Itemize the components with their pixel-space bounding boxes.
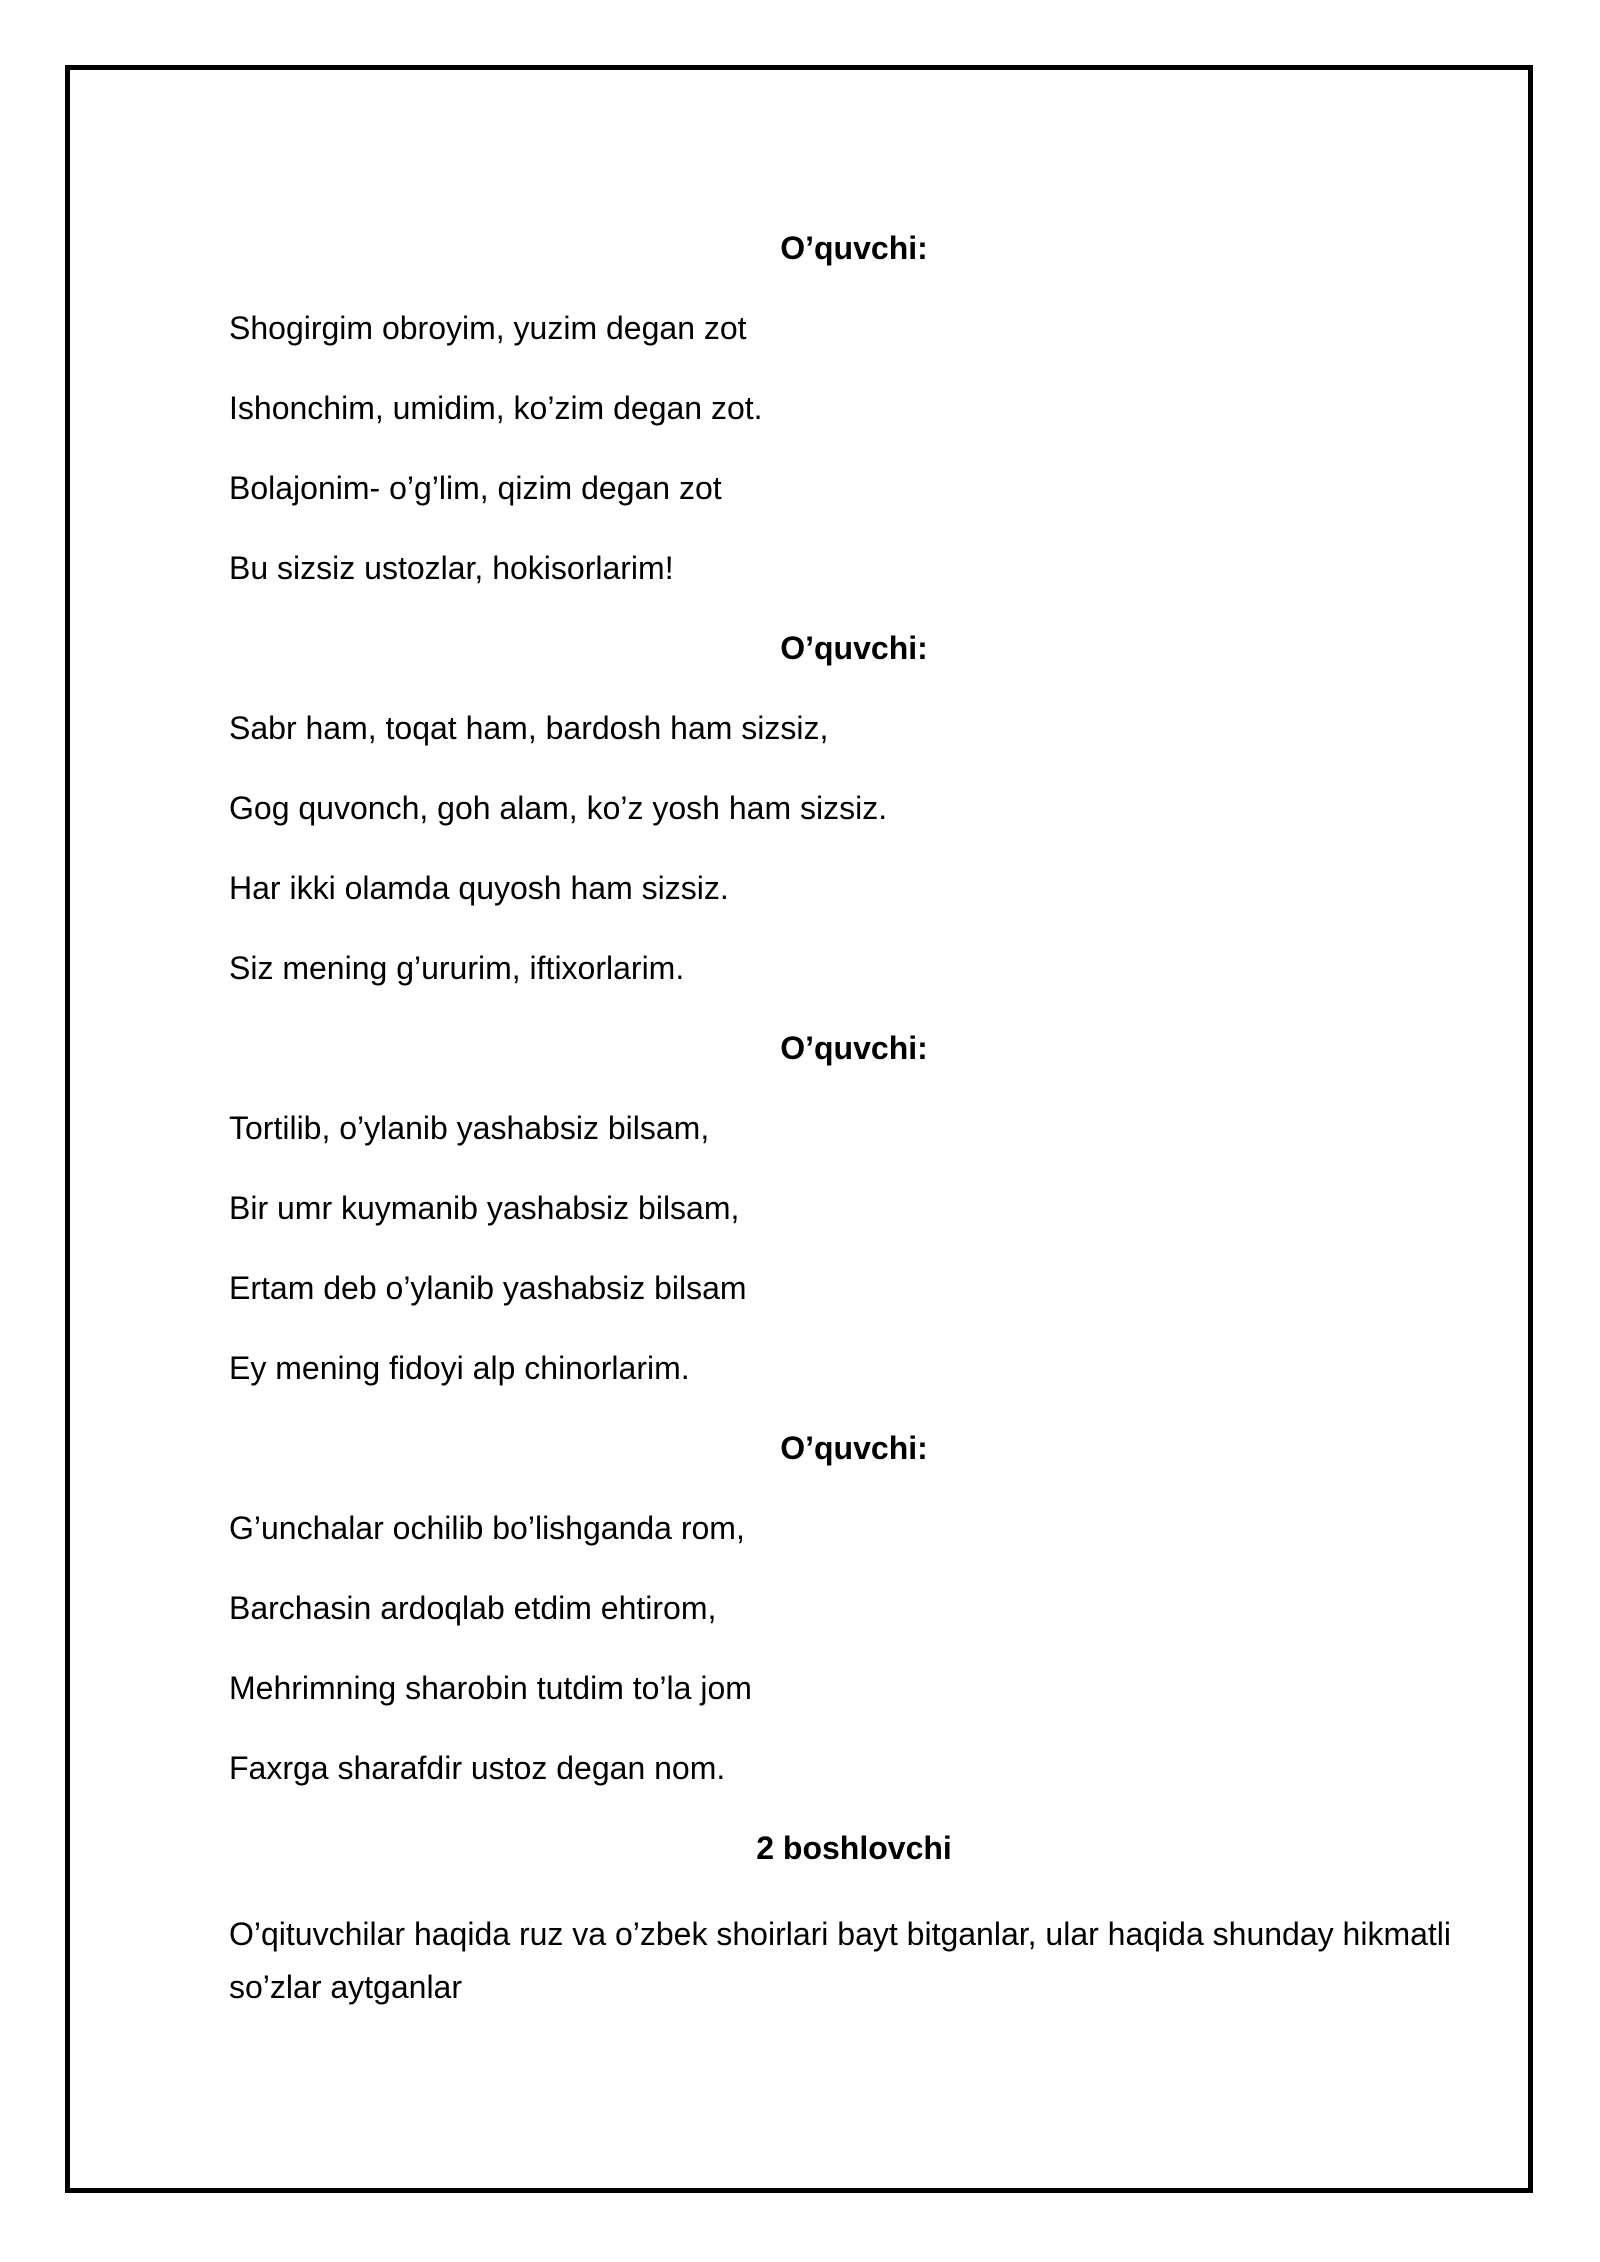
document-body [229, 228, 1459, 2014]
poem-line: Bir umr kuymanib yashabsiz bilsam, [229, 1190, 740, 1226]
closing-heading: 2 boshlovchi [756, 1830, 952, 1866]
poem-line: Ey mening fidoyi alp chinorlarim. [229, 1350, 690, 1386]
section-heading: O’quvchi: [780, 630, 928, 666]
poem-line: Barchasin ardoqlab etdim ehtirom, [229, 1590, 717, 1626]
poem-line: Gog quvonch, goh alam, ko’z yosh ham sizsiz. [229, 790, 888, 826]
poem-line: Bolajonim- o’g’lim, qizim degan zot [229, 470, 722, 506]
poem-line: G’unchalar ochilib bo’lishganda rom, [229, 1510, 745, 1546]
section-heading: O’quvchi: [780, 1430, 928, 1466]
poem-line: Mehrimning sharobin tutdim to’la jom [229, 1670, 752, 1706]
poem-line: Har ikki olamda quyosh ham sizsiz. [229, 870, 729, 906]
poem-line: Siz mening g’ururim, iftixorlarim. [229, 950, 685, 986]
poem-line: Bu sizsiz ustozlar, hokisorlarim! [229, 550, 674, 586]
poem-line: Faxrga sharafdir ustoz degan nom. [229, 1750, 726, 1786]
poem-line: Ertam deb o’ylanib yashabsiz bilsam [229, 1270, 747, 1306]
poem-line: Sabr ham, toqat ham, bardosh ham sizsiz, [229, 710, 829, 746]
section-heading: O’quvchi: [780, 230, 928, 266]
poem-line: Ishonchim, umidim, ko’zim degan zot. [229, 390, 763, 426]
closing-paragraph: O’qituvchilar haqida ruz va o’zbek shoirlari bayt bitganlar, ular haqida shunday hikmatli so’zlar aytganlar [229, 1916, 1451, 2005]
poem-line: Tortilib, o’ylanib yashabsiz bilsam, [229, 1110, 710, 1146]
poem-line: Shogirgim obroyim, yuzim degan zot [229, 310, 747, 346]
section-heading: O’quvchi: [780, 1030, 928, 1066]
